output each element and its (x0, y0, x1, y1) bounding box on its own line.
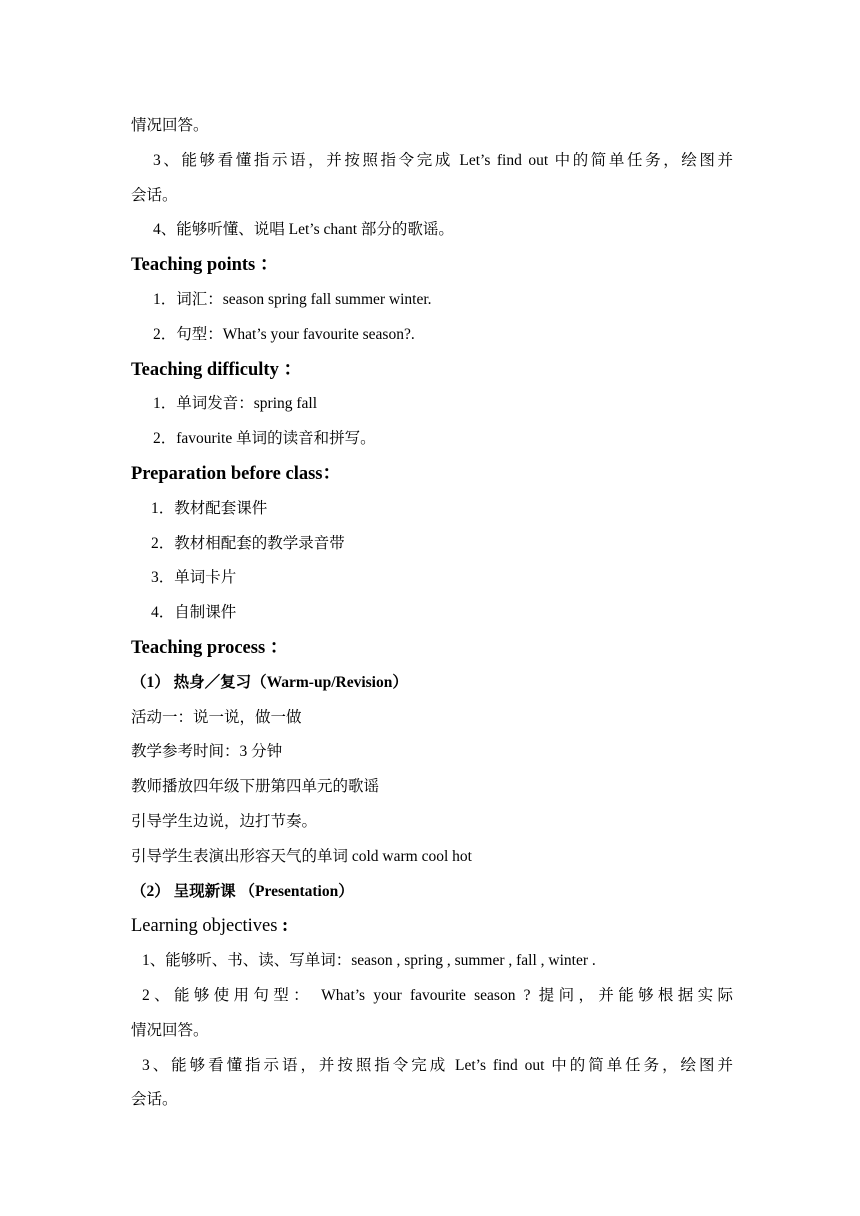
heading-learning-objectives (131, 909, 733, 944)
text-line: 3、能够看懂指示语，并按照指令完成 Let’s find out 中的简单任务，绘图并 (142, 1056, 733, 1074)
text-line: 引导学生边说，边打节奏。 (131, 812, 318, 830)
list-item: 3．单词卡片 (151, 569, 237, 587)
list-item: 1．词汇：season spring fall summer winter. (153, 290, 432, 308)
heading-preparation: Preparation before class： (131, 463, 341, 484)
text-line: 2、能够使用句型： What’s your favourite season ? 提问，并能够根据实际 (142, 986, 733, 1004)
list-item: 1．教材配套课件 (151, 499, 268, 517)
text-line: 情况回答。 (131, 117, 209, 134)
heading-teaching-points: Teaching points ： (131, 255, 279, 276)
text-line: 引导学生表演出形容天气的单词 cold warm cool hot (131, 847, 472, 865)
text-line: 活动一：说一说，做一做 (131, 708, 302, 726)
list-item: 2．句型：What’s your favourite season?. (153, 325, 415, 343)
list-item: 1．单词发音：spring fall (153, 395, 318, 413)
document-page (131, 109, 733, 1118)
list-item: 2．favourite 单词的读音和拼写。 (153, 430, 376, 448)
section-presentation: （2） 呈现新课 （Presentation） (131, 882, 354, 900)
list-item: 1、能够听、书、读、写单词：season , spring , summer , fall , winter . (142, 952, 596, 970)
text-line: 教学参考时间：3 分钟 (131, 743, 283, 761)
list-item: 2．教材相配套的教学录音带 (151, 534, 345, 552)
text-line: 情况回答。 (131, 1021, 209, 1039)
list-item: 4．自制课件 (151, 604, 237, 622)
heading-teaching-process: Teaching process ： (131, 637, 289, 658)
text-line: 会话。 (131, 186, 178, 204)
text-line: 3、能够看懂指示语，并按照指令完成 Let’s find out 中的简单任务，绘图并 (153, 151, 733, 169)
learning-objectives-title: Learning objectives (131, 916, 278, 937)
text-line: 会话。 (131, 1091, 178, 1109)
learning-objectives-colon: : (277, 916, 289, 937)
heading-teaching-difficulty: Teaching difficulty ： (131, 359, 302, 380)
text-line: 教师播放四年级下册第四单元的歌谣 (131, 778, 380, 796)
section-warm-up: （1） 热身／复习（Warm-up/Revision） (131, 673, 408, 691)
text-line: 4、能够听懂、说唱 Let’s chant 部分的歌谣。 (153, 221, 454, 239)
